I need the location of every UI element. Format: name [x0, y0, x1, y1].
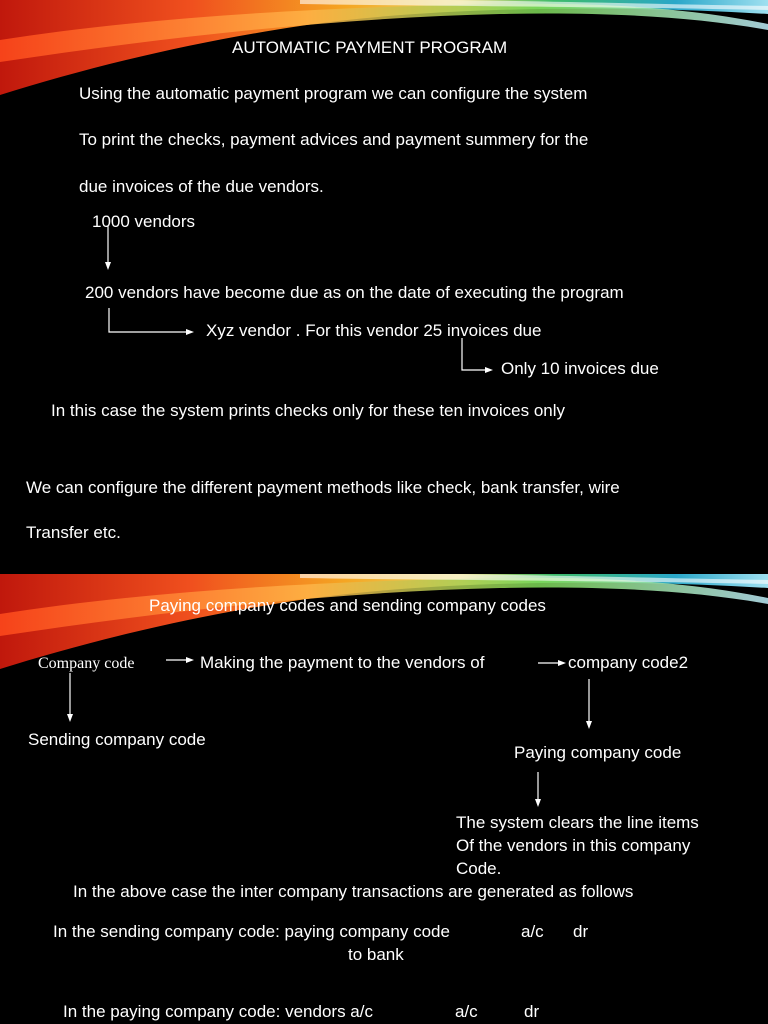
sending-dr-text: dr — [573, 922, 589, 941]
paying-ac-text: a/c — [455, 1002, 478, 1021]
clears-line-2: Of the vendors in this company — [456, 836, 691, 855]
configure-line-1: We can configure the different payment methods like check, bank transfer, wire — [26, 478, 620, 497]
only-10-invoices-label: Only 10 invoices due — [501, 359, 659, 378]
slide-title: Paying company codes and sending company codes — [149, 596, 546, 615]
slide-title: AUTOMATIC PAYMENT PROGRAM — [232, 38, 508, 57]
intro-line-2: To print the checks, payment advices and payment summery for the — [79, 130, 589, 149]
vendors-200-label: 200 vendors have become due as on the date of executing the program — [85, 283, 624, 302]
arrow-head-right — [186, 329, 194, 335]
paying-dr-text: dr — [524, 1002, 540, 1021]
slide-2 — [0, 574, 768, 1024]
to-bank-text: to bank — [348, 945, 404, 964]
configure-line-2: Transfer etc. — [26, 523, 121, 542]
arrow-head-down — [535, 799, 541, 807]
arrow-head-right — [485, 367, 493, 373]
xyz-vendor-label: Xyz vendor . For this vendor 25 invoices due — [206, 321, 542, 340]
arrow-head-down — [586, 721, 592, 729]
case-text: In this case the system prints checks only for these ten invoices only — [51, 401, 566, 420]
sending-entry-text: In the sending company code: paying company code — [53, 922, 450, 941]
clears-line-1: The system clears the line items — [456, 813, 699, 832]
company-code2-label: company code2 — [568, 653, 689, 672]
arrow-head-down — [67, 714, 73, 722]
arrow-xyz-to-only10 — [462, 338, 487, 370]
clears-line-3: Code. — [456, 859, 502, 878]
paying-company-code-label: Paying company code — [514, 743, 682, 762]
arrow-head-down — [105, 262, 111, 270]
making-payment-label: Making the payment to the vendors of — [200, 653, 485, 672]
sending-ac-text: a/c — [521, 922, 544, 941]
company-code-label: Company code — [38, 655, 135, 672]
arrow-200-to-xyz — [109, 308, 188, 332]
intro-line-3: due invoices of the due vendors. — [79, 177, 324, 196]
paying-entry-text: In the paying company code: vendors a/c — [63, 1002, 373, 1021]
intro-line-1: Using the automatic payment program we can configure the system — [79, 84, 588, 103]
sending-company-code-label: Sending company code — [28, 730, 206, 749]
above-case-text: In the above case the inter company transactions are generated as follows — [73, 882, 634, 901]
vendors-1000-label: 1000 vendors — [92, 212, 196, 231]
